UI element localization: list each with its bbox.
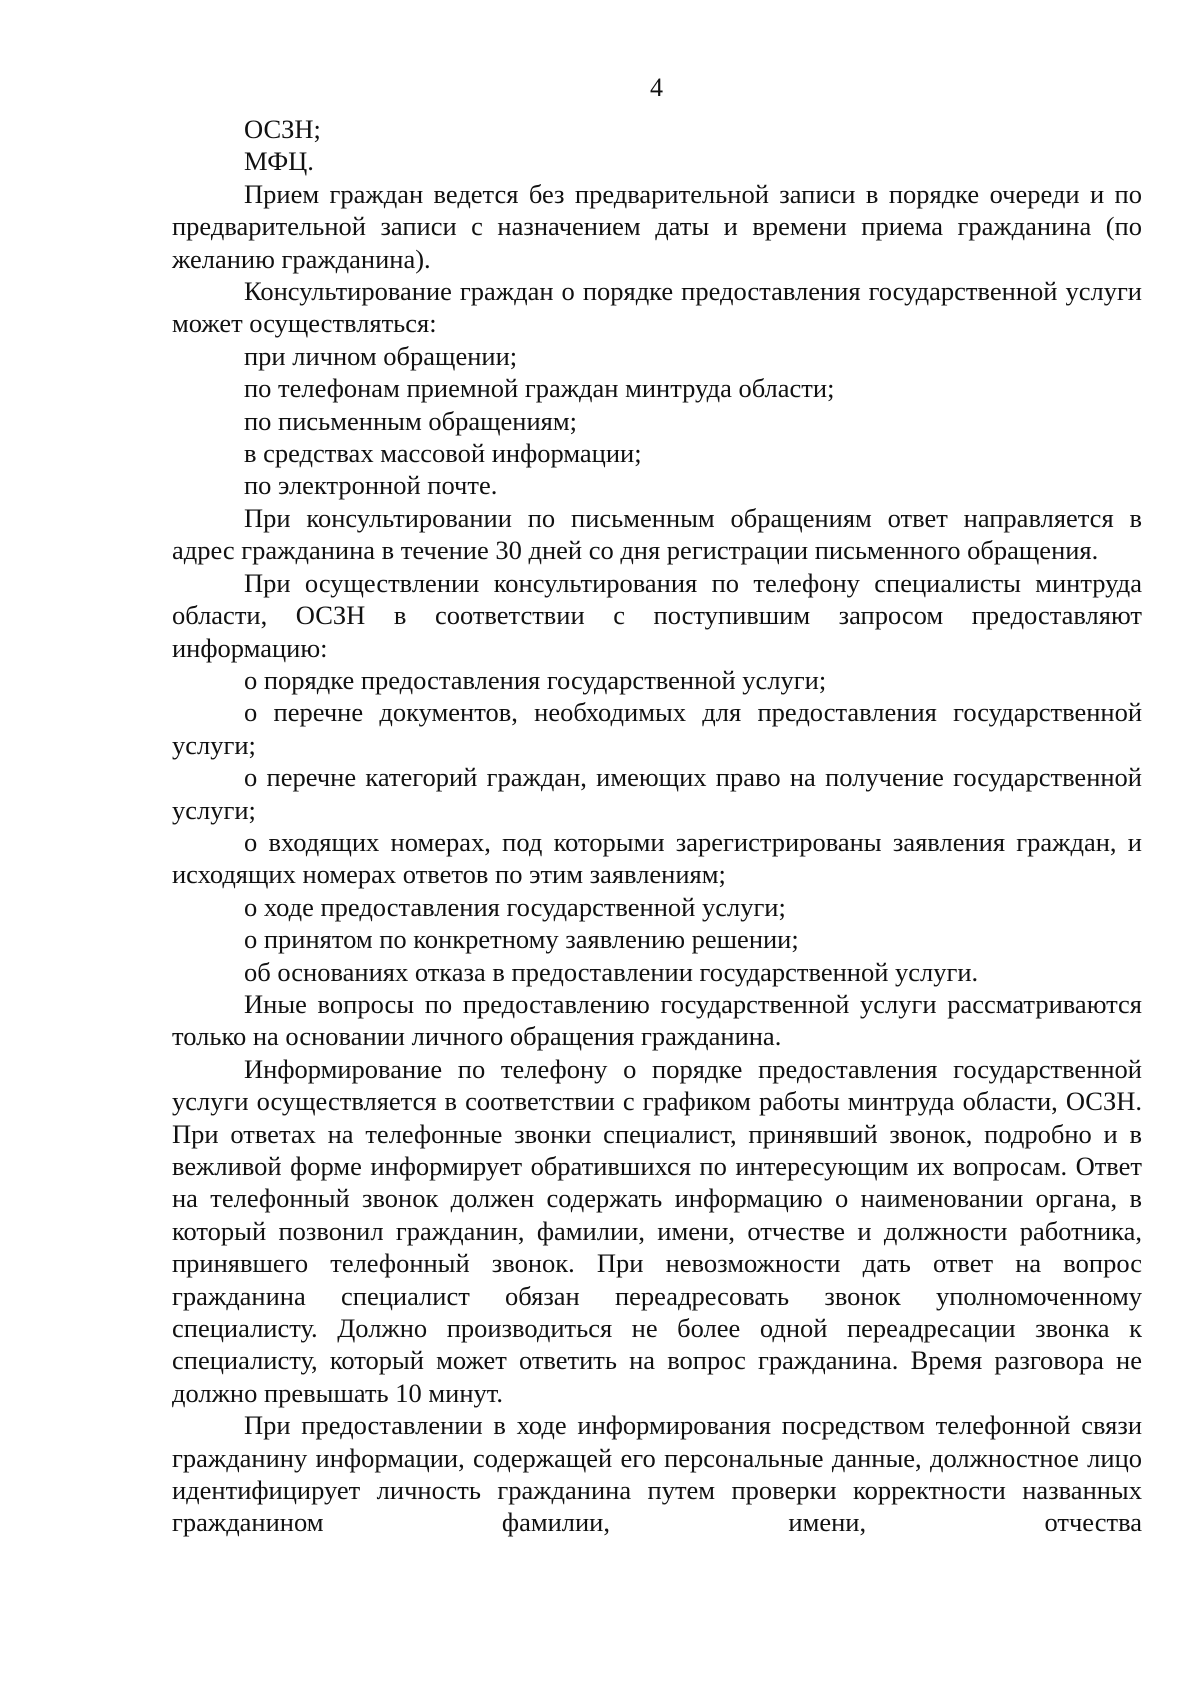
paragraph: об основаниях отказа в предоставлении государственной услуги. <box>244 956 979 987</box>
paragraph: о входящих номерах, под которыми зарегистрированы заявления граждан, и исходящих номерах ответов по этим заявлениям; <box>172 826 1142 890</box>
paragraph: Прием граждан ведется без предварительной записи в порядке очереди и по предварительной записи с назначением даты и времени приема гражданина (по желанию гражданина). <box>172 178 1142 274</box>
paragraph: о перечне категорий граждан, имеющих право на получение государственной услуги; <box>172 762 1142 825</box>
paragraph: по телефонам приемной граждан минтруда области; <box>244 373 835 404</box>
paragraph: При консультировании по письменным обращениям ответ направляется в адрес гражданина в течение 30 дней со дня регистрации письменного обращения. <box>172 502 1142 566</box>
paragraph: Иные вопросы по предоставлению государственной услуги рассматриваются только на основании личного обращения гражданина. <box>172 988 1142 1052</box>
paragraph: ОСЗН; <box>244 114 321 144</box>
paragraph: Консультирование граждан о порядке предоставления государственной услуги может осуществляться: <box>172 276 1142 339</box>
document-body <box>172 113 1142 1539</box>
paragraph: о порядке предоставления государственной услуги; <box>244 664 827 695</box>
paragraph: по электронной почте. <box>244 470 498 501</box>
paragraph: при личном обращении; <box>244 340 518 371</box>
paragraph: При предоставлении в ходе информирования посредством телефонной связи гражданину информации, содержащей его персональные данные, должностное лицо идентифицирует личность гражданина путем проверки корректности названных гражданином фамилии, имени, отчества <box>172 1410 1142 1538</box>
paragraph: о ходе предоставления государственной услуги; <box>244 891 786 922</box>
paragraph: в средствах массовой информации; <box>244 438 642 469</box>
page-number: 4 <box>650 73 663 102</box>
paragraph: Информирование по телефону о порядке предоставления государственной услуги осуществляется в соответствии с графиком работы минтруда области, ОСЗН. При ответах на телефонные звонки специалист, принявший звонок, подробно и в вежливой форме информирует обратившихся по интересующим их вопросам. Ответ на телефонный звонок должен содержать информацию о наименовании органа, в который позвонил гражданин, фамилии, имени, отчестве и должности работника, принявшего телефонный звонок. При невозможности дать ответ на вопрос гражданина специалист обязан переадресовать звонок уполномоченному специалисту. Должно производиться не более одной переадресации звонка к специалисту, который может ответить на вопрос гражданина. Время разговора не должно превышать 10 минут. <box>172 1053 1142 1408</box>
paragraph: по письменным обращениям; <box>244 405 577 436</box>
paragraph: МФЦ. <box>244 146 314 177</box>
paragraph: о принятом по конкретному заявлению решении; <box>244 924 799 955</box>
paragraph: При осуществлении консультирования по телефону специалисты минтруда области, ОСЗН в соответствии с поступившим запросом предоставляют информацию: <box>172 567 1142 663</box>
paragraph: о перечне документов, необходимых для предоставления государственной услуги; <box>172 697 1142 760</box>
